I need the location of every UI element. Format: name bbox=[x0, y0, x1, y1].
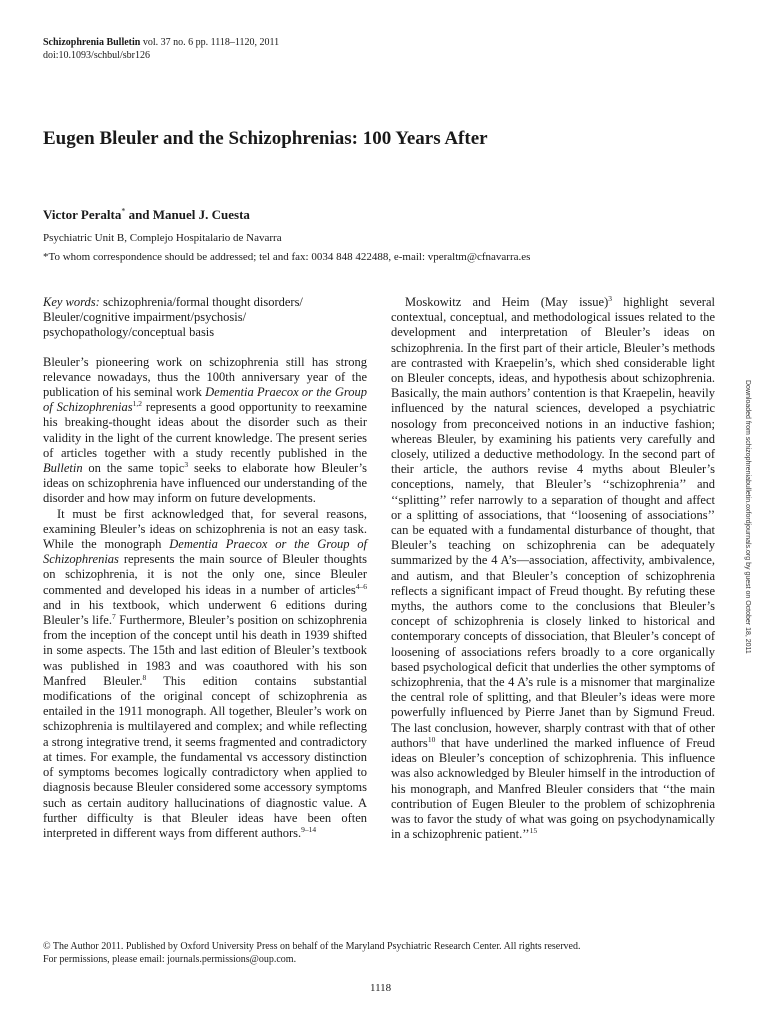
keywords bbox=[43, 295, 367, 341]
citation-ref: 8 bbox=[142, 672, 147, 682]
paragraph-1 bbox=[43, 355, 367, 507]
italic-title-ref: Dementia Praecox or the Group of Schizophrenias bbox=[43, 385, 367, 415]
citation-ref: 9–14 bbox=[301, 824, 317, 834]
journal-header bbox=[43, 36, 279, 62]
text-run: that have underlined the marked influence of Freud ideas on Bleuler’s conception of schizophrenia. This influence was also acknowledged by Bleuler himself in the introduction of his monograph, and Manfred Bleuler considers that ‘‘the main contribution of Eugen Bleuler to the problem of schizophrenia was to favor the study of what was going on psychodynamically in a schizophrenic patient.’’ bbox=[391, 735, 715, 842]
keywords-text: schizophrenia/formal thought disorders/ Bleuler/cognitive impairment/psychosis/ psychopathology/conceptual basis bbox=[43, 295, 303, 340]
journal-name: Schizophrenia Bulletin bbox=[43, 37, 141, 48]
permissions-line: For permissions, please email: journals.permissions@oup.com. bbox=[43, 953, 297, 965]
text-run: Moskowitz and Heim (May issue) bbox=[405, 295, 609, 309]
keywords-label: Key words: bbox=[43, 295, 100, 309]
text-run: represents the main source of Bleuler thoughts on schizophrenia, it is not the only one, since Bleuler commented and developed his ideas in a number of articles bbox=[43, 552, 367, 597]
citation-ref: 3 bbox=[608, 293, 612, 303]
paragraph-2 bbox=[43, 507, 367, 841]
left-column bbox=[43, 295, 367, 841]
page-number: 1118 bbox=[370, 982, 392, 994]
first-author: Victor Peralta bbox=[43, 207, 122, 222]
author-line bbox=[43, 207, 250, 223]
copyright-footer bbox=[43, 941, 581, 966]
text-run: highlight several contextual, conceptual, and methodological issues related to the development and interpretation of Bleuler’s ideas on schizophrenia. In the first part of their article, Bleuler’s methods are contrasted with Kraepelin’s, which shed considerable light on Bleuler concepts, ideas, and hypothesis about schizophrenia. Basically, the main authors’ contention is that Kraepelin, heavily influenced by the natural sciences, developed a psychiatric nosology from preconceived notions in an inductive fashion; whereas Bleuler, by examining his patients very carefully and closely, utilized a deductive methodology. In the second part of their article, the authors revise 4 myths about Bleuler’s conceptions, namely, that Bleuler’s ‘‘schizophrenia’’ and ‘‘splitting’’ refer narrowly to a separation of thought and affect or a splitting of associations, that ‘‘loosening of associations’’ can be equated with a fundamental disturbance of thought, that Bleuler’s teaching on schizophrenia can be adequately summarized by the 4 A’s—association, affectivity, ambivalence, and autism, and that Bleuler’s conception of schizophrenia reflects a significant impact of Freud thought. By refuting these myths, the authors come to the conclusions that Bleuler’s concept of schizophrenia is closely linked to historical and contemporary concepts of dissociation, that Bleuler’s concept of loosening of associations refers broadly to a core organically based psychological deficit that underlies the other symptoms of schizophrenia, that the 4 A’s rule is a misnomer that marginalize the central role of splitting, and that Bleuler’s ideas were more powerfully influenced by Pierre Janet than by Sigmund Freud. The last conclusion, however, sharply contrast with that of other authors bbox=[391, 295, 715, 750]
text-run: seeks to elaborate how Bleuler’s ideas on schizophrenia have influenced our understanding of the disorder and how may inform on future developments. bbox=[43, 461, 367, 506]
journal-citation bbox=[43, 36, 279, 49]
citation-ref: 7 bbox=[111, 611, 116, 621]
text-run: Bleuler’s pioneering work on schizophrenia still has strong relevance nowadays, thus the 100th anniversary year of the publication of his seminal work bbox=[43, 354, 367, 400]
italic-title-ref: Dementia Praecox or the Group of Schizophrenias bbox=[43, 537, 368, 567]
text-run: It must be first acknowledged that, for several reasons, examining Bleuler’s ideas on schizophrenia is not an easy task. While the monograph bbox=[43, 506, 367, 552]
citation-ref: 3 bbox=[184, 459, 189, 469]
text-run: and in his textbook, which underwent 6 editions during Bleuler’s life. bbox=[43, 597, 367, 628]
text-run: This edition contains substantial modifications of the original concept of schizophrenia as entailed in the 1911 monograph. All together, Bleuler’s work on schizophrenia is multilayered and complex; and while reflecting a strong integrative trend, it seems fragmented and contradictory at times. For example, the fundamental vs accessory distinction of symptoms becomes logically contradictory when applied to diagnosis because Bleuler considered some accessory symptoms such as certain auditory hallucinations of diagnostic value. A further difficulty is that Bleuler ideas have been often interpreted in different ways from different authors. bbox=[43, 673, 367, 840]
text-run: on the same topic bbox=[82, 461, 185, 476]
download-watermark: Downloaded from schizophreniabulletin.oxfordjournals.org by guest on October 18, 2011 bbox=[744, 380, 751, 654]
journal-volume-info: vol. 37 no. 6 pp. 1118–1120, 2011 bbox=[142, 37, 280, 48]
citation-ref: 10 bbox=[427, 734, 436, 744]
citation-ref: 15 bbox=[529, 825, 538, 835]
article-title: Eugen Bleuler and the Schizophrenias: 100 Years After bbox=[43, 128, 488, 149]
text-run: represents a good opportunity to reexamine his breaking-thought ideas about the disorder such as their validity in the light of the current knowledge. The present series of articles together with a study recently published in the bbox=[43, 400, 367, 460]
correspondence-mark: * bbox=[121, 206, 126, 216]
citation-ref: 4–6 bbox=[355, 581, 367, 591]
right-column bbox=[391, 295, 715, 842]
paragraph-3 bbox=[391, 295, 715, 842]
correspondence: *To whom correspondence should be addressed; tel and fax: 0034 848 422488, e-mail: vperaltm@cfnavarra.es bbox=[43, 251, 531, 263]
italic-journal-ref: Bulletin bbox=[43, 461, 83, 476]
affiliation: Psychiatric Unit B, Complejo Hospitalario de Navarra bbox=[43, 232, 282, 244]
text-run: Furthermore, Bleuler’s position on schizophrenia from the inception of the concept until his death in 1939 shifted in some aspects. The 15th and last edition of Bleuler’s textbook was published in 1983 and was coauthored with his son Manfred Bleuler. bbox=[43, 613, 367, 688]
citation-ref: 1,2 bbox=[132, 399, 142, 409]
doi: doi:10.1093/schbul/sbr126 bbox=[43, 50, 150, 61]
second-author: and Manuel J. Cuesta bbox=[125, 207, 250, 222]
copyright-line: © The Author 2011. Published by Oxford University Press on behalf of the Maryland Psychiatric Research Center. All rights reserved. bbox=[43, 941, 581, 952]
